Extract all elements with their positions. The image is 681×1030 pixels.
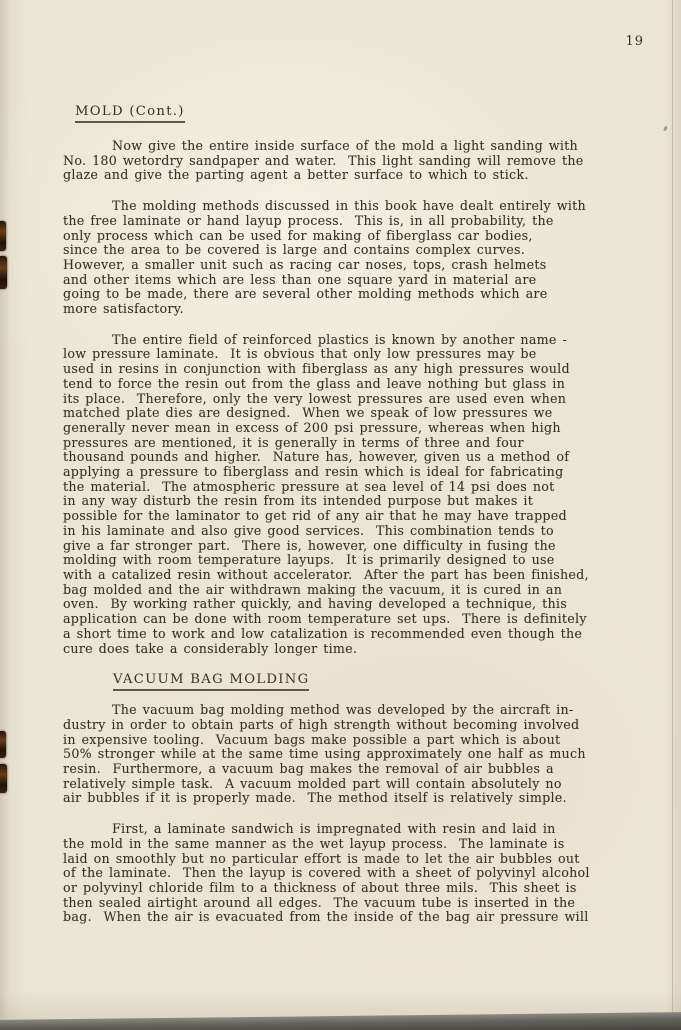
text-line: its place. Therefore, only the very lowest pressures are used even when (63, 390, 567, 406)
scan-bottom-edge (0, 1012, 681, 1030)
text-line: 50% stronger while at the same time using approximately one half as much (63, 746, 586, 762)
section-heading-label: MOLD (Cont.) (75, 104, 185, 123)
text-line: then sealed airtight around all edges. The vacuum tube is inserted in the (63, 894, 576, 910)
text-line: dustry in order to obtain parts of high strength without becoming involved (63, 716, 580, 732)
text-line: resin. Furthermore, a vacuum bag makes the removal of air bubbles a (63, 761, 554, 777)
section (63, 672, 635, 925)
section-heading (63, 672, 635, 687)
text-line: tend to force the resin out from the glass and leave nothing but glass in (63, 375, 566, 391)
text-line: the mold in the same manner as the wet layup process. The laminate is (63, 835, 565, 851)
text-line: going to be made, there are several other molding methods which are (63, 286, 548, 302)
text-line: pressures are mentioned, it is generally in terms of three and four (63, 434, 524, 450)
paragraph (63, 822, 635, 925)
text-line: low pressure laminate. It is obvious that only low pressures may be (63, 346, 537, 362)
text-line: Now give the entire inside surface of the mold a light sanding with (112, 138, 578, 153)
paragraph (63, 333, 635, 656)
text-line: glaze and give the parting agent a better surface to which to stick. (63, 167, 529, 183)
section-heading-label: VACUUM BAG MOLDING (113, 672, 309, 691)
binding-staple-icon (0, 256, 7, 289)
text-line: No. 180 wetordry sandpaper and water. This light sanding will remove the (63, 152, 584, 168)
text-line: cure does take a considerably longer time. (63, 640, 358, 656)
text-line: since the area to be covered is large and contains complex curves. (63, 242, 526, 258)
text-line: matched plate dies are designed. When we speak of low pressures we (63, 405, 553, 421)
text-line: and other items which are less than one square yard in material are (63, 271, 537, 287)
text-line: used in resins in conjunction with fiberglass as any high pressures would (63, 361, 570, 377)
page-number: 19 (625, 34, 644, 49)
text-line: thousand pounds and higher. Nature has, however, given us a method of (63, 449, 570, 465)
text-line: bag molded and the air withdrawn making the vacuum, it is cured in an (63, 581, 563, 597)
text-line: a short time to work and low catalization is recommended even though the (63, 625, 583, 641)
text-line: possible for the laminator to get rid of any air that he may have trapped (63, 508, 567, 524)
text-line: in expensive tooling. Vacuum bags make possible a part which is about (63, 731, 561, 747)
text-line: oven. By working rather quickly, and having developed a technique, this (63, 596, 568, 612)
text-line: more satisfactory. (63, 301, 184, 317)
text-line: generally never mean in excess of 200 psi pressure, whereas when high (63, 419, 561, 435)
text-line: the material. The atmospheric pressure at sea level of 14 psi does not (63, 478, 555, 494)
section-heading (63, 104, 635, 119)
text-line: application can be done with room temperature set ups. There is definitely (63, 611, 587, 627)
text-line: The molding methods discussed in this book have dealt entirely with (112, 198, 586, 214)
text-line: of the laminate. Then the layup is covered with a sheet of polyvinyl alcohol (63, 865, 590, 881)
text-line: in his laminate and also give good services. This combination tends to (63, 522, 554, 538)
text-line: applying a pressure to fiberglass and resin which is ideal for fabricating (63, 464, 564, 480)
text-line: The vacuum bag molding method was developed by the aircraft in- (112, 702, 574, 718)
paragraph (63, 139, 635, 183)
text-line: First, a laminate sandwich is impregnated with resin and laid in (112, 821, 556, 837)
text-line: However, a smaller unit such as racing car noses, tops, crash helmets (63, 256, 547, 272)
text-line: bag. When the air is evacuated from the inside of the bag air pressure will (63, 909, 589, 925)
text-body (63, 104, 635, 941)
text-line: molding with room temperature layups. It is primarily designed to use (63, 552, 555, 568)
text-line: laid on smoothly but no particular effort is made to let the air bubbles out (63, 850, 580, 866)
text-line: in any way disturb the resin from its intended purpose but makes it (63, 493, 534, 509)
paper-crease (672, 0, 673, 1030)
text-line: the free laminate or hand layup process. This is, in all probability, the (63, 212, 554, 228)
text-line: give a far stronger part. There is, however, one difficulty in fusing the (63, 537, 556, 553)
paragraph (63, 199, 635, 317)
text-line: The entire field of reinforced plastics is known by another name - (112, 331, 568, 347)
paper-speck (663, 126, 668, 132)
text-line: only process which can be used for making of fiberglass car bodies, (63, 227, 533, 243)
text-line: or polyvinyl chloride film to a thickness of about three mils. This sheet is (63, 879, 577, 895)
paragraph (63, 703, 635, 806)
binding-staple-icon (0, 764, 7, 793)
text-line: with a catalized resin without accelerator. After the part has been finished, (63, 566, 589, 582)
section (63, 104, 635, 656)
binding-staple-icon (0, 221, 6, 251)
text-line: air bubbles if it is properly made. The method itself is relatively simple. (63, 790, 567, 806)
binding-staple-icon (0, 731, 6, 758)
text-line: relatively simple task. A vacuum molded part will contain absolutely no (63, 775, 562, 791)
